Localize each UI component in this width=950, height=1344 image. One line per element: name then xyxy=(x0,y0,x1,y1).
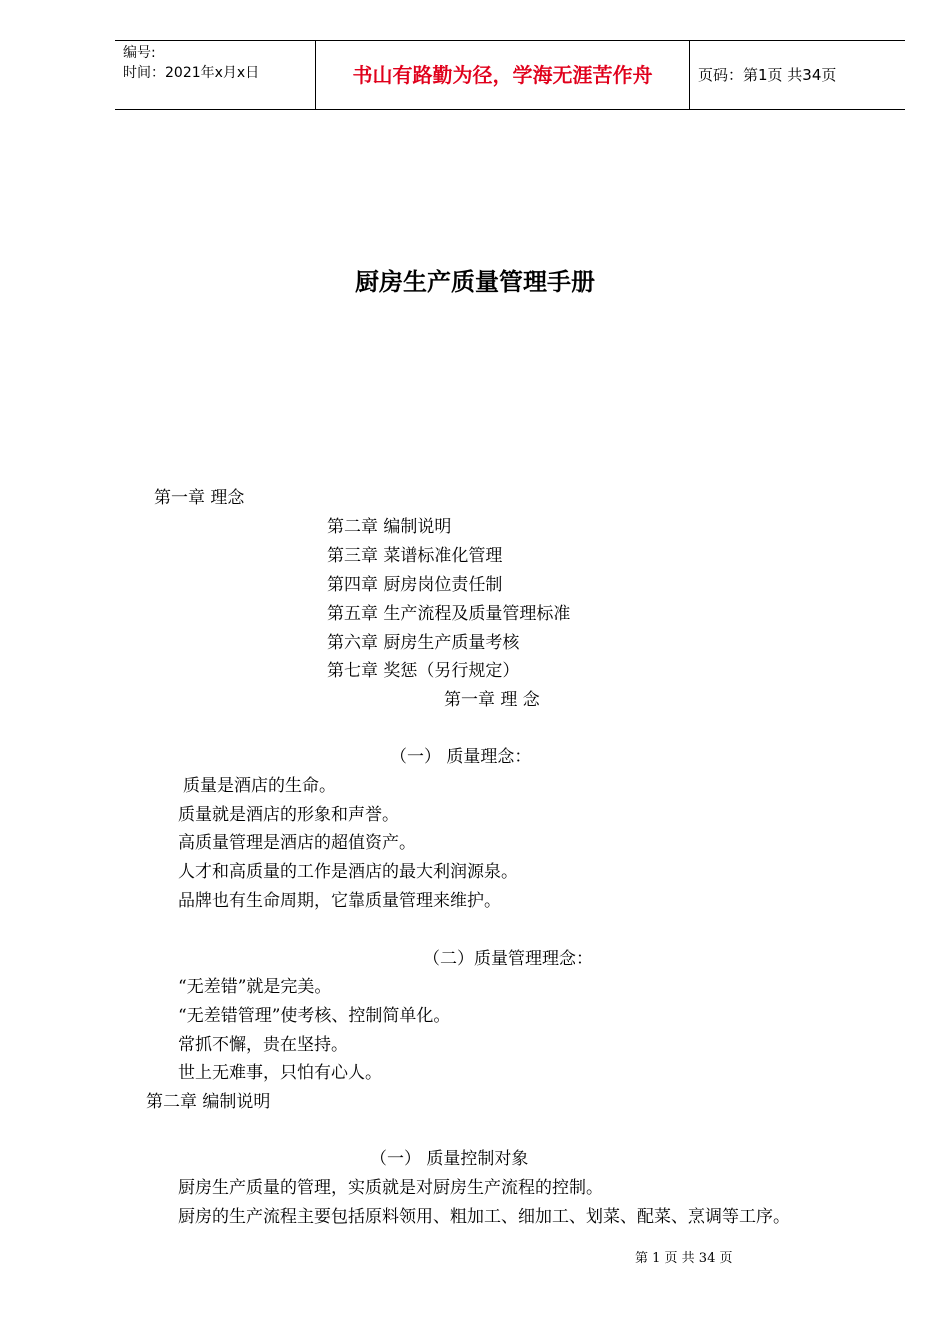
paragraph-line: 质量就是酒店的形象和声誉。 xyxy=(178,805,399,825)
header-meta-cell xyxy=(115,41,316,109)
toc-item-6: 第六章 厨房生产质量考核 xyxy=(327,633,520,653)
chapter2-heading: 第二章 编制说明 xyxy=(146,1092,271,1112)
paragraph-line: 世上无难事，只怕有心人。 xyxy=(178,1063,382,1083)
page-header xyxy=(115,40,905,110)
toc-item-7: 第七章 奖惩（另行规定） xyxy=(327,661,520,681)
header-motto: 书山有路勤为径，学海无涯苦作舟 xyxy=(316,41,690,109)
paragraph-line: 厨房生产质量的管理，实质就是对厨房生产流程的控制。 xyxy=(178,1178,603,1198)
toc-item-5: 第五章 生产流程及质量管理标准 xyxy=(327,604,571,624)
paragraph-line: 常抓不懈，贵在坚持。 xyxy=(178,1035,348,1055)
header-page-info: 页码：第1页 共34页 xyxy=(698,66,837,84)
paragraph-line: 厨房的生产流程主要包括原料领用、粗加工、细加工、划菜、配菜、烹调等工序。 xyxy=(178,1207,790,1227)
document-title: 厨房生产质量管理手册 xyxy=(355,268,595,296)
chapter1-section1-heading: （一） 质量理念： xyxy=(390,747,532,767)
paragraph-line: 人才和高质量的工作是酒店的最大利润源泉。 xyxy=(178,862,518,882)
doc-number-label: 编号: xyxy=(123,45,156,61)
paragraph-line: 品牌也有生命周期，它靠质量管理来维护。 xyxy=(178,891,501,911)
toc-item-4: 第四章 厨房岗位责任制 xyxy=(327,575,503,595)
chapter1-section2-heading: （二）质量管理理念： xyxy=(423,949,593,969)
page-footer: 第 1 页 共 34 页 xyxy=(635,1251,733,1266)
chapter1-heading: 第一章 理 念 xyxy=(444,690,540,710)
paragraph-line: “无差错管理”使考核、控制简单化。 xyxy=(178,1006,451,1026)
paragraph-line: “无差错”就是完美。 xyxy=(178,977,332,997)
toc-item-1: 第一章 理念 xyxy=(154,488,245,508)
doc-time-label: 时间：2021年x月x日 xyxy=(123,65,260,81)
toc-item-3: 第三章 菜谱标准化管理 xyxy=(327,546,503,566)
paragraph-line: 高质量管理是酒店的超值资产。 xyxy=(178,833,416,853)
paragraph-line: 质量是酒店的生命。 xyxy=(183,776,336,796)
toc-item-2: 第二章 编制说明 xyxy=(327,517,452,537)
chapter2-section1-heading: （一） 质量控制对象 xyxy=(370,1149,529,1169)
